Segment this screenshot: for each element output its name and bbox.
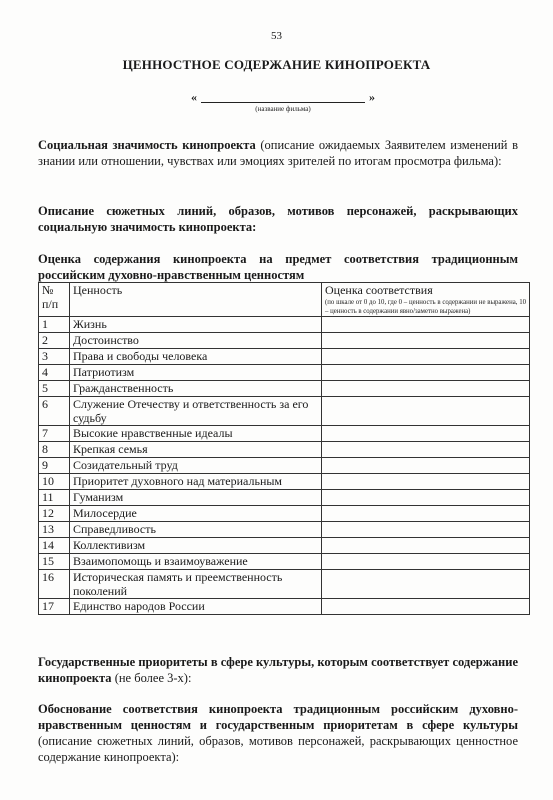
row-rating-cell[interactable] bbox=[322, 333, 530, 349]
row-rating-cell[interactable] bbox=[322, 381, 530, 397]
row-value: Гуманизм bbox=[70, 490, 322, 506]
justification-heading: Обоснование соответствия кинопроекта традиционным российским духовно-нравственным ценностям и государственным приоритетам в сфере культуры bbox=[38, 702, 518, 732]
row-value: Приоритет духовного над материальным bbox=[70, 474, 322, 490]
table-body bbox=[39, 317, 530, 615]
values-assessment-heading: Оценка содержания кинопроекта на предмет соответствия традиционным российским духовно-нравственным ценностям bbox=[38, 252, 518, 282]
row-rating-cell[interactable] bbox=[322, 426, 530, 442]
row-rating-cell[interactable] bbox=[322, 522, 530, 538]
social-significance-heading: Социальная значимость кинопроекта bbox=[38, 138, 256, 152]
row-value: Историческая память и преемственность поколений bbox=[70, 570, 322, 599]
table-row bbox=[39, 570, 530, 599]
close-quote: » bbox=[369, 90, 375, 104]
header-rating bbox=[322, 283, 530, 317]
state-priorities-heading: Государственные приоритеты в сфере культуры, которым соответствует содержание кинопроекта bbox=[38, 655, 518, 685]
row-rating-cell[interactable] bbox=[322, 599, 530, 615]
row-rating-cell[interactable] bbox=[322, 349, 530, 365]
row-value: Созидательный труд bbox=[70, 458, 322, 474]
table-row bbox=[39, 397, 530, 426]
row-value: Жизнь bbox=[70, 317, 322, 333]
row-value: Милосердие bbox=[70, 506, 322, 522]
plot-description-section bbox=[38, 203, 518, 235]
table-row bbox=[39, 442, 530, 458]
row-value: Достоинство bbox=[70, 333, 322, 349]
header-rating-note: (по шкале от 0 до 10, где 0 – ценность в содержании не выражена, 10 – ценность в содержании явно/заметно выражена) bbox=[325, 299, 526, 315]
row-value: Патриотизм bbox=[70, 365, 322, 381]
row-rating-cell[interactable] bbox=[322, 397, 530, 426]
row-num: 8 bbox=[39, 442, 70, 458]
table-row bbox=[39, 599, 530, 615]
social-significance-section bbox=[38, 137, 518, 169]
row-rating-cell[interactable] bbox=[322, 458, 530, 474]
justification-section bbox=[38, 701, 518, 765]
table-row bbox=[39, 554, 530, 570]
table-row bbox=[39, 458, 530, 474]
table-row bbox=[39, 474, 530, 490]
row-rating-cell[interactable] bbox=[322, 365, 530, 381]
row-num: 3 bbox=[39, 349, 70, 365]
header-rating-label: Оценка соответствия bbox=[325, 283, 433, 297]
row-num: 10 bbox=[39, 474, 70, 490]
row-value: Гражданственность bbox=[70, 381, 322, 397]
row-num: 9 bbox=[39, 458, 70, 474]
state-priorities-section bbox=[38, 654, 518, 686]
social-significance-description: (описание ожидаемых Заявителем изменений в знании или отношении, чувствах или эмоциях зрителей по итогам просмотра фильма): bbox=[38, 138, 518, 168]
row-num: 16 bbox=[39, 570, 70, 599]
header-value: Ценность bbox=[70, 283, 322, 317]
table-row bbox=[39, 349, 530, 365]
justification-description: (описание сюжетных линий, образов, мотивов персонажей, раскрывающих ценностное содержание кинопроекта): bbox=[38, 734, 518, 764]
row-num: 13 bbox=[39, 522, 70, 538]
row-rating-cell[interactable] bbox=[322, 474, 530, 490]
row-rating-cell[interactable] bbox=[322, 442, 530, 458]
values-table bbox=[38, 282, 530, 615]
film-name-field bbox=[191, 90, 375, 116]
row-value: Служение Отечеству и ответственность за его судьбу bbox=[70, 397, 322, 426]
row-num: 6 bbox=[39, 397, 70, 426]
values-assessment-section bbox=[38, 251, 518, 283]
table-row bbox=[39, 506, 530, 522]
row-num: 12 bbox=[39, 506, 70, 522]
row-num: 15 bbox=[39, 554, 70, 570]
row-num: 17 bbox=[39, 599, 70, 615]
state-priorities-note: (не более 3-х): bbox=[111, 671, 192, 685]
row-rating-cell[interactable] bbox=[322, 570, 530, 599]
table-row bbox=[39, 426, 530, 442]
table-row bbox=[39, 333, 530, 349]
table-row bbox=[39, 365, 530, 381]
table-row bbox=[39, 317, 530, 333]
page-number: 53 bbox=[271, 30, 282, 42]
row-num: 7 bbox=[39, 426, 70, 442]
page-title: ЦЕННОСТНОЕ СОДЕРЖАНИЕ КИНОПРОЕКТА bbox=[122, 57, 431, 72]
row-rating-cell[interactable] bbox=[322, 554, 530, 570]
row-value: Высокие нравственные идеалы bbox=[70, 426, 322, 442]
row-value: Единство народов России bbox=[70, 599, 322, 615]
plot-description-heading: Описание сюжетных линий, образов, мотивов персонажей, раскрывающих социальную значимость кинопроекта: bbox=[38, 204, 518, 234]
row-value: Крепкая семья bbox=[70, 442, 322, 458]
film-name-line bbox=[201, 102, 365, 103]
table-row bbox=[39, 490, 530, 506]
row-num: 2 bbox=[39, 333, 70, 349]
row-rating-cell[interactable] bbox=[322, 538, 530, 554]
row-num: 1 bbox=[39, 317, 70, 333]
open-quote: « bbox=[191, 90, 197, 104]
row-value: Взаимопомощь и взаимоуважение bbox=[70, 554, 322, 570]
row-rating-cell[interactable] bbox=[322, 317, 530, 333]
row-value: Права и свободы человека bbox=[70, 349, 322, 365]
row-num: 5 bbox=[39, 381, 70, 397]
header-num: № п/п bbox=[39, 283, 70, 317]
table-row bbox=[39, 522, 530, 538]
row-value: Коллективизм bbox=[70, 538, 322, 554]
row-rating-cell[interactable] bbox=[322, 506, 530, 522]
row-num: 14 bbox=[39, 538, 70, 554]
table-header-row bbox=[39, 283, 530, 317]
row-rating-cell[interactable] bbox=[322, 490, 530, 506]
table-row bbox=[39, 538, 530, 554]
row-num: 11 bbox=[39, 490, 70, 506]
row-num: 4 bbox=[39, 365, 70, 381]
film-name-caption: (название фильма) bbox=[255, 105, 311, 113]
row-value: Справедливость bbox=[70, 522, 322, 538]
table-row bbox=[39, 381, 530, 397]
